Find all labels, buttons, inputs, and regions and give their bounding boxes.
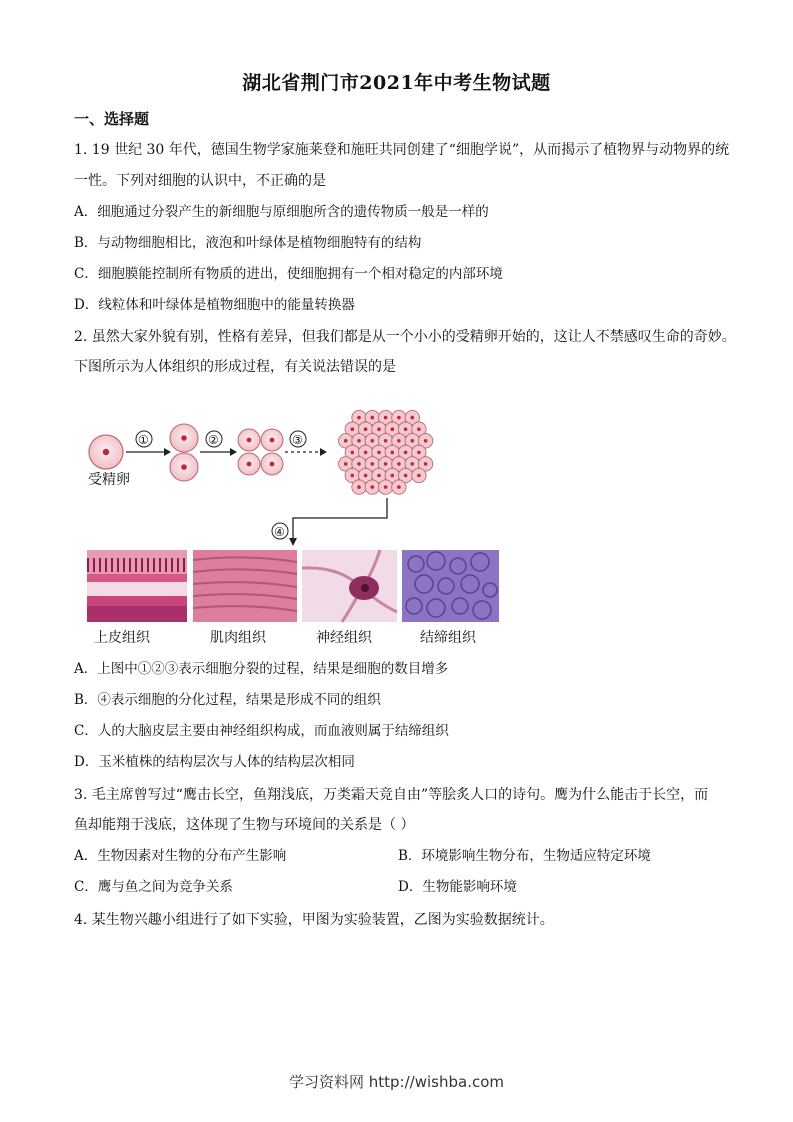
q1-stem-line2: 一性。下列对细胞的认识中，不正确的是: [74, 173, 326, 189]
cluster-cell-nucleus: [391, 427, 395, 431]
cluster-cell-nucleus: [377, 427, 381, 431]
connective-tissue-image: [402, 550, 499, 622]
q4-stem-line1: 4. 某生物兴趣小组进行了如下实验，甲图为实验装置，乙图为实验数据统计。: [74, 912, 554, 928]
cluster-cell-nucleus: [357, 416, 361, 420]
muscle-tissue-image: [193, 550, 297, 622]
cluster-cell-nucleus: [404, 451, 408, 455]
cluster-cell-nucleus: [351, 427, 355, 431]
cluster-cell-nucleus: [397, 416, 401, 420]
cluster-cell-nucleus: [391, 451, 395, 455]
cluster-cell-nucleus: [417, 427, 421, 431]
cluster-cell-nucleus: [424, 462, 428, 466]
cluster-cell-nucleus: [404, 427, 408, 431]
cluster-cell-nucleus: [384, 416, 388, 420]
step-4-label: ④: [274, 525, 285, 539]
cluster-cell-nucleus: [351, 451, 355, 455]
cluster-cell-nucleus: [371, 416, 375, 420]
cluster-cell-nucleus: [411, 439, 415, 443]
cluster-cell-nucleus: [351, 474, 355, 478]
cluster-cell-nucleus: [364, 451, 368, 455]
cluster-cell-nucleus: [397, 439, 401, 443]
cluster-cell-nucleus: [357, 462, 361, 466]
zygote-cell: [89, 435, 123, 469]
q1-option-c: C．细胞膜能控制所有物质的进出，使细胞拥有一个相对稳定的内部环境: [74, 266, 503, 282]
tissue-formation-diagram: [80, 398, 520, 654]
q2-option-c: C．人的大脑皮层主要由神经组织构成，而血液则属于结缔组织: [74, 723, 449, 739]
cluster-cell-nucleus: [391, 474, 395, 478]
cluster-cell-nucleus: [424, 439, 428, 443]
cluster-cell-nucleus: [417, 474, 421, 478]
cell-mass: [339, 410, 433, 494]
step-3-label: ③: [292, 433, 303, 447]
section-heading: 一、选择题: [74, 110, 150, 128]
cluster-cell-nucleus: [411, 462, 415, 466]
q2-stem-line1: 2. 虽然大家外貌有别，性格有差异，但我们都是从一个小小的受精卵开始的，这让人不禁感叹生命的奇妙。: [74, 329, 736, 345]
tissue-label-epithelial: 上皮组织: [94, 630, 150, 646]
page-footer: 学习资料网 http://wishba.com: [289, 1073, 504, 1091]
q3-stem-line2: 鱼却能翔于浅底，这体现了生物与环境间的关系是（ ）: [74, 817, 415, 833]
q2-stem-line2: 下图所示为人体组织的形成过程，有关说法错误的是: [74, 359, 396, 375]
q3-stem-line1: 3. 毛主席曾写过“鹰击长空，鱼翔浅底，万类霜天竞自由”等脍炙人口的诗句。鹰为什么能击于长空，而: [74, 787, 709, 803]
cluster-cell-nucleus: [357, 439, 361, 443]
cluster-cell-nucleus: [344, 439, 348, 443]
cluster-cell-nucleus: [384, 439, 388, 443]
step-2-label: ②: [208, 433, 219, 447]
cluster-cell-nucleus: [377, 451, 381, 455]
four-cell-stage: [238, 429, 283, 475]
q2-option-d: D．玉米植株的结构层次与人体的结构层次相同: [74, 754, 355, 770]
tissue-label-nerve: 神经组织: [316, 630, 372, 646]
cluster-cell-nucleus: [344, 462, 348, 466]
tissue-label-connective: 结缔组织: [420, 630, 476, 646]
q3-option-b: B．环境影响生物分布，生物适应特定环境: [398, 848, 651, 864]
cluster-cell-nucleus: [357, 485, 361, 489]
cluster-cell-nucleus: [384, 462, 388, 466]
q3-option-c: C．鹰与鱼之间为竞争关系: [74, 879, 233, 895]
epithelial-tissue-image: [87, 550, 187, 622]
cluster-cell-nucleus: [377, 474, 381, 478]
q3-option-a: A．生物因素对生物的分布产生影响: [74, 848, 287, 864]
q2-option-a: A．上图中①②③表示细胞分裂的过程，结果是细胞的数目增多: [74, 661, 449, 677]
cluster-cell-nucleus: [371, 485, 375, 489]
cluster-cell-nucleus: [417, 451, 421, 455]
page-title: 湖北省荆门市2021年中考生物试题: [242, 72, 551, 94]
cluster-cell-nucleus: [371, 439, 375, 443]
cluster-cell-nucleus: [384, 485, 388, 489]
cluster-cell-nucleus: [404, 474, 408, 478]
q1-stem-line1: 1. 19 世纪 30 年代，德国生物学家施莱登和施旺共同创建了“细胞学说”，从而揭示了植物界与动物界的统: [74, 142, 730, 158]
step-1-label: ①: [138, 433, 149, 447]
cluster-cell-nucleus: [397, 462, 401, 466]
cluster-cell-nucleus: [397, 485, 401, 489]
q3-option-d: D．生物能影响环境: [398, 879, 517, 895]
cluster-cell-nucleus: [371, 462, 375, 466]
q1-option-d: D．线粒体和叶绿体是植物细胞中的能量转换器: [74, 297, 355, 313]
cluster-cell-nucleus: [411, 416, 415, 420]
nerve-tissue-image: [302, 550, 397, 622]
q2-option-b: B．④表示细胞的分化过程，结果是形成不同的组织: [74, 692, 381, 708]
q1-option-a: A．细胞通过分裂产生的新细胞与原细胞所含的遗传物质一般是一样的: [74, 204, 489, 220]
two-cell-stage: [170, 424, 198, 481]
q1-option-b: B．与动物细胞相比，液泡和叶绿体是植物细胞特有的结构: [74, 235, 422, 251]
tissue-label-muscle: 肌肉组织: [210, 630, 266, 646]
cluster-cell-nucleus: [364, 427, 368, 431]
zygote-label: 受精卵: [88, 472, 130, 488]
cluster-cell-nucleus: [364, 474, 368, 478]
